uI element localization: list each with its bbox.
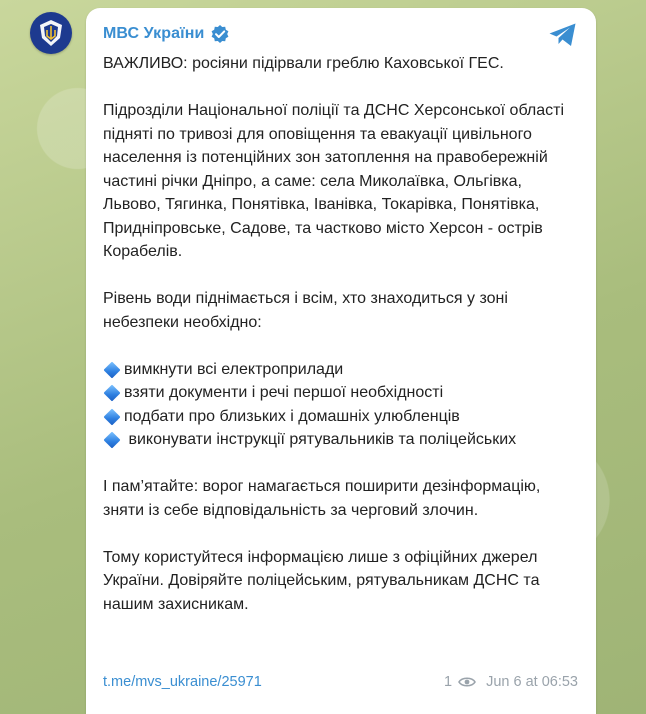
message-footer	[103, 674, 578, 690]
paragraph-1: Підрозділи Національної поліції та ДСНС Херсонської області підняті по тривозі для оповіщення та евакуації цивільного населення із потенційних зон затоплення на правобережній частині річки Дніпро, а саме: села Миколаївка, Ольгівка, Львово, Тягинка, Понятівка, Іванівка, Токарівка, Понятівка, Придніпровське, Садове, та частково місто Херсон - острів Корабелів.	[103, 102, 564, 260]
message-bubble	[86, 8, 596, 714]
list-item: взяти документи і речі першої необхідності	[103, 381, 578, 405]
message-text	[103, 52, 578, 616]
views-count: 1	[444, 674, 453, 690]
telegram-share-icon[interactable]	[548, 22, 578, 48]
blue-diamond-icon	[104, 385, 121, 402]
list-item: вимкнути всі електроприлади	[103, 358, 578, 382]
blue-diamond-icon	[104, 408, 121, 425]
message-header	[103, 22, 578, 46]
headline: ВАЖЛИВО: росіяни підірвали греблю Каховської ГЕС.	[103, 55, 504, 72]
message-timestamp: Jun 6 at 06:53	[486, 674, 578, 690]
eye-icon	[458, 676, 476, 688]
paragraph-4: Тому користуйтеся інформацією лише з офіційних джерел України. Довіряйте поліцейським, рятувальникам ДСНС та нашим захисникам.	[103, 548, 540, 613]
blue-diamond-icon	[104, 432, 121, 449]
verified-badge-icon	[210, 24, 230, 44]
list-item: виконувати інструкції рятувальників та поліцейських	[103, 428, 578, 452]
post-link[interactable]: t.me/mvs_ukraine/25971	[103, 674, 262, 690]
message-meta	[444, 674, 578, 690]
bullet-list	[103, 358, 578, 452]
paragraph-3: І пам’ятайте: ворог намагається поширити дезінформацію, зняти із себе відповідальність за черговий злочин.	[103, 478, 541, 519]
blue-diamond-icon	[104, 361, 121, 378]
paragraph-2: Рівень води піднімається і всім, хто знаходиться у зоні небезпеки необхідно:	[103, 290, 508, 331]
police-emblem-icon	[36, 18, 66, 48]
list-item: подбати про близьких і домашніх улюбленців	[103, 405, 578, 429]
channel-name[interactable]: МВС України	[103, 25, 205, 42]
channel-avatar[interactable]	[30, 12, 72, 54]
